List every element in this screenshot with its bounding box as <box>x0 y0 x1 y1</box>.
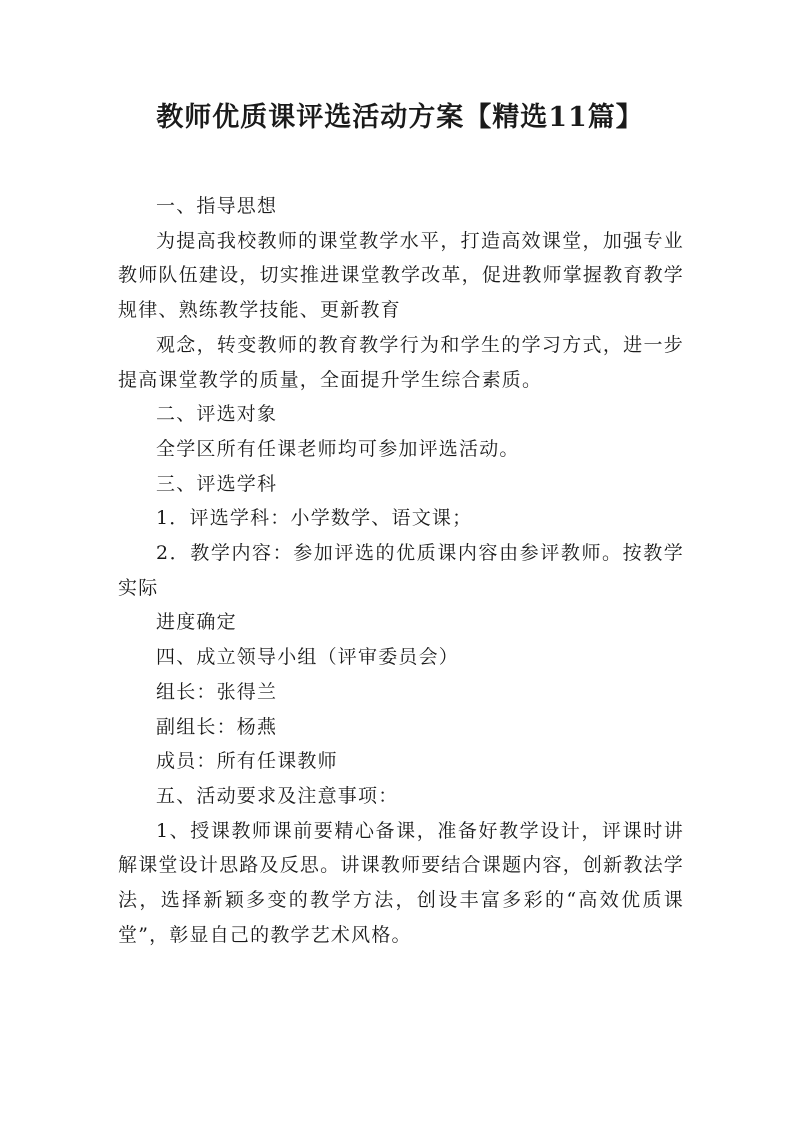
document-title: 教师优质课评选活动方案【精选11篇】 <box>156 102 644 133</box>
paragraph: 成员：所有任课教师 <box>156 750 338 773</box>
paragraph: 1、授课教师课前要精心备课，准备好教学设计，评课时讲解课堂设计思路及反思。讲课教师要结合课题内容，创新教法学法，选择新颖多变的教学方法，创设丰富多彩的“高效优质课堂”，彰显自己的教学艺术风格。 <box>118 819 684 946</box>
paragraph: 全学区所有任课老师均可参加评选活动。 <box>156 437 520 460</box>
list-item: 2．教学内容：参加评选的优质课内容由参评教师。按教学实际 <box>118 542 684 599</box>
paragraph: 观念，转变教师的教育教学行为和学生的学习方式，进一步提高课堂教学的质量，全面提升学生综合素质。 <box>118 333 684 391</box>
list-item: 1．评选学科：小学数学、语文课； <box>156 507 473 530</box>
paragraph: 副组长：杨燕 <box>156 715 278 738</box>
section-heading: 三、评选学科 <box>156 472 278 495</box>
paragraph: 为提高我校教师的课堂教学水平，打造高效课堂，加强专业教师队伍建设，切实推进课堂教学改革，促进教师掌握教育教学规律、熟练教学技能、更新教育 <box>118 229 684 322</box>
section-heading: 四、成立领导小组（评审委员会） <box>156 646 460 669</box>
section-heading: 一、指导思想 <box>156 195 278 217</box>
paragraph: 进度确定 <box>156 611 237 634</box>
section-heading: 五、活动要求及注意事项： <box>156 784 399 807</box>
paragraph: 组长：张得兰 <box>156 680 278 703</box>
document-body <box>118 189 684 952</box>
section-heading: 二、评选对象 <box>156 403 278 426</box>
